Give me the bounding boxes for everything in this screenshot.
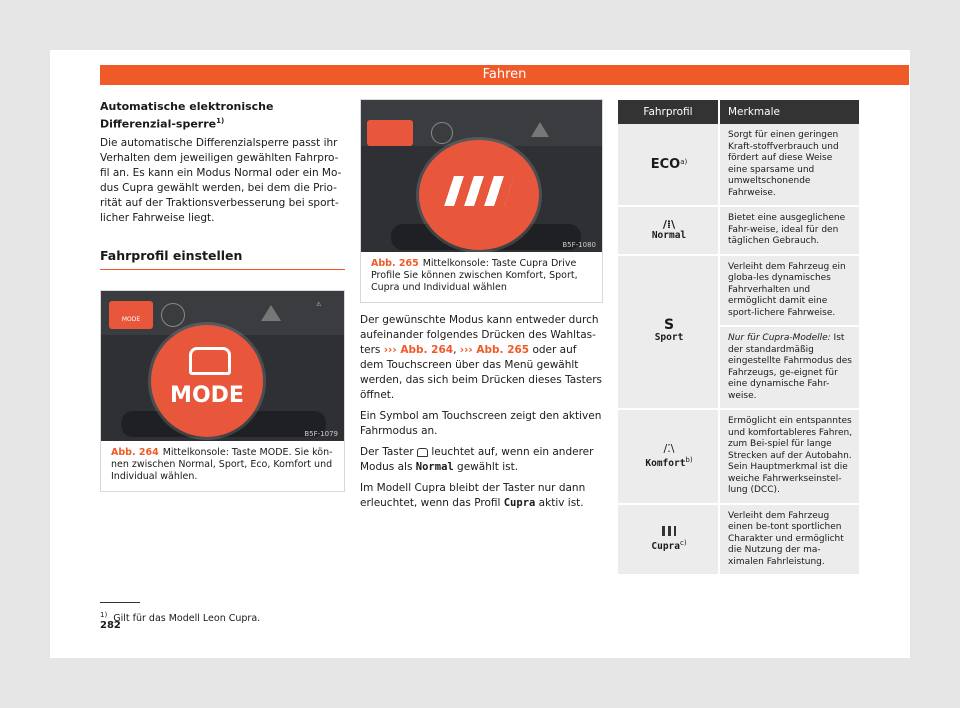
hazard-icon bbox=[531, 122, 549, 137]
figure-265 bbox=[360, 99, 603, 303]
mode-button: MODE bbox=[109, 301, 153, 329]
table-row-sport: S Sport Verleiht dem Fahrzeug ein globa-les dynamisches Fahrverhalten und ermöglicht damit eine sport-lichere Fahrweise. Nur für Cupra-Modelle: Ist der standardmäßig eingestellte Fahrmodus des Fahrzeugs, ge-eignet für eine dynamische Fahr-weise. bbox=[618, 255, 859, 410]
middle-column bbox=[360, 99, 603, 517]
hazard-icon bbox=[261, 305, 281, 321]
figure-caption: Abb. 265 Mittelkonsole: Taste Cupra Drive Profile Sie können zwischen Komfort, Sport, Cupra und Individual wählen bbox=[371, 258, 578, 293]
paragraph-2: Ein Symbol am Touchscreen zeigt den aktiven Fahrmodus an. bbox=[360, 410, 602, 437]
footnote: $^{1)}$ Gilt für das Modell Leon Cupra. bbox=[100, 602, 260, 624]
auto-hold-icon bbox=[161, 303, 185, 327]
footnote-ref: 1) bbox=[216, 117, 225, 125]
figure-code: B5F-1080 bbox=[562, 241, 596, 249]
komfort-road-icon: ∕⁚\ bbox=[663, 442, 675, 456]
figure-264 bbox=[100, 290, 345, 492]
cupra-button-photo bbox=[361, 100, 602, 252]
cupra-button bbox=[367, 120, 413, 146]
drive-profile-subheading: Fahrprofil einstellen bbox=[100, 248, 345, 270]
seat-logo-icon: S bbox=[663, 317, 675, 334]
checkered-flag-icon bbox=[662, 526, 676, 536]
manual-page bbox=[50, 50, 910, 658]
mode-car-icon bbox=[417, 448, 428, 457]
paragraph-1: Der gewünschte Modus kann entweder durch aufeinander folgendes Drücken des Wahltas-ters ››› Abb. 264, ››› Abb. 265 oder auf dem Touchscreen über das Menü gewählt werden, das sich beim Drücken dieses Tasters öffnet. bbox=[360, 314, 603, 401]
right-column bbox=[618, 100, 859, 576]
table-row-cupra: Cupra$^{c)}$ Verleiht dem Fahrzeug einen be-tont sportlichen Charakter und ermöglicht die Nutzung der ma-ximalen Fahrleistung. bbox=[618, 504, 859, 576]
table-row-komfort: ∕⁚\ Komfort$^{b)}$ Ermöglicht ein entspanntes und komfortableres Fahren, zum Bei-spiel für lange Strecken auf der Autobahn. Sein Hauptmerkmal ist die weiche Fahrwerkseinstel-lung (DCC). bbox=[618, 409, 859, 504]
table-row-eco: ECO$^{a)}$ Sorgt für einen geringen Kraft-stoffverbrauch und fördert auf diese Weise eine sparsame und umweltschonende Fahrweise. bbox=[618, 124, 859, 206]
col-header-profile: Fahrprofil bbox=[618, 100, 719, 124]
diff-lock-intro: Die automatische Differenzialsperre passt ihr Verhalten dem jeweiligen gewählten Fahrpro-fil an. Es kann ein Modus Normal oder ein Mo-dus Cupra gewählt werden, bei dem die Prio-rität auf der Traktionsverbesserung bei sport-licher Fahrweise liegt. bbox=[100, 136, 342, 224]
normal-road-icon: /⁞\ bbox=[662, 217, 676, 231]
car-icon bbox=[189, 347, 231, 375]
eco-icon: ECO bbox=[650, 157, 681, 173]
mode-bubble: MODE bbox=[151, 325, 263, 437]
col-header-features: Merkmale bbox=[719, 100, 859, 124]
auto-hold-icon bbox=[431, 122, 453, 144]
figure-code: B5F-1079 bbox=[304, 429, 338, 438]
passenger-airbag-icon: ⚠ bbox=[316, 300, 322, 308]
figure-265-link[interactable]: ››› Abb. 265 bbox=[459, 344, 530, 356]
table-header-row bbox=[618, 100, 859, 124]
paragraph-4: Im Modell Cupra bleibt der Taster nur dann erleuchtet, wenn das Profil Cupra aktiv ist. bbox=[360, 482, 586, 509]
table-row-normal: /⁞\ Normal Bietet eine ausgeglichene Fahr-weise, ideal für den täglichen Gebrauch. bbox=[618, 206, 859, 255]
cupra-bubble bbox=[419, 140, 539, 250]
figure-264-link[interactable]: ››› Abb. 264 bbox=[383, 344, 454, 356]
left-column bbox=[100, 99, 345, 492]
mode-button-photo bbox=[101, 291, 344, 441]
body-text bbox=[360, 313, 603, 511]
figure-caption: Abb. 264 Mittelkonsole: Taste MODE. Sie kön-nen zwischen Normal, Sport, Eco, Komfort und Individual wählen. bbox=[111, 446, 333, 482]
checkered-flag-icon bbox=[444, 176, 514, 206]
drive-profile-table bbox=[618, 100, 859, 576]
paragraph-3: Der Taster leuchtet auf, wenn ein anderer Modus als Normal gewählt ist. bbox=[360, 446, 594, 473]
section-header: Fahren bbox=[100, 65, 909, 85]
page-number: 282 bbox=[100, 620, 121, 631]
diff-lock-heading: Automatische elektronische Differenzial-sperre$^{1)}$ bbox=[100, 100, 274, 131]
